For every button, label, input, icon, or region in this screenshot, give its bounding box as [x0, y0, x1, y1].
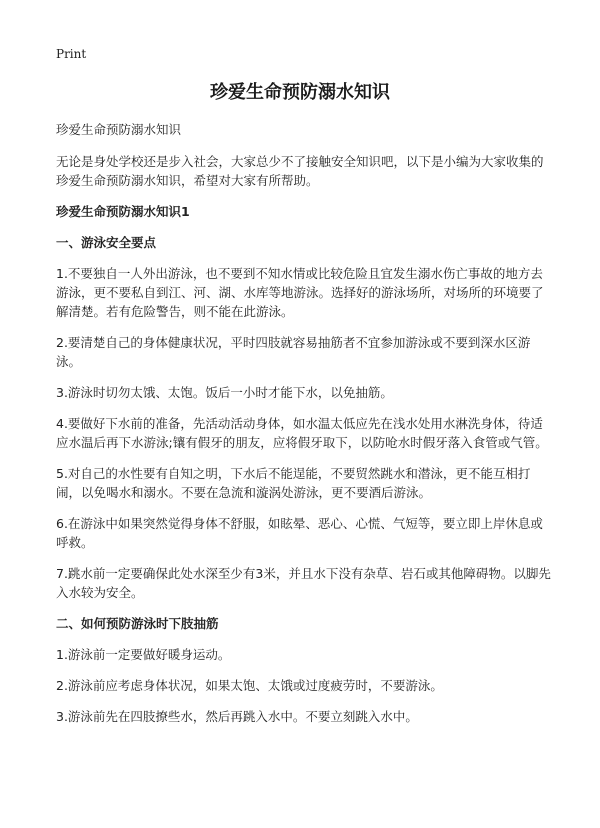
list-item: 3.游泳时切勿太饿、太饱。饭后一小时才能下水，以免抽筋。	[56, 385, 393, 400]
list-item: 7.跳水前一定要确保此处水深至少有3米，并且水下没有杂草、岩石或其他障碍物。以脚先入水较为安全。	[56, 566, 551, 600]
page-title: 珍爱生命预防溺水知识	[210, 82, 390, 103]
list-item: 1.游泳前一定要做好暖身运动。	[56, 647, 231, 662]
article-subtitle: 珍爱生命预防溺水知识	[56, 122, 182, 137]
article-body	[56, 120, 552, 726]
list-item: 1.不要独自一人外出游泳，也不要到不知水情或比较危险且宜发生溺水伤亡事故的地方去游泳，更不要私自到江、河、湖、水库等地游泳。选择好的游泳场所，对场所的环境要了解清楚。若有危险警告，则不能在此游泳。	[56, 266, 544, 319]
section-title: 珍爱生命预防溺水知识1	[56, 204, 190, 219]
part2-heading: 二、如何预防游泳时下肢抽筋	[56, 616, 219, 631]
list-item: 2.要清楚自己的身体健康状况，平时四肢就容易抽筋者不宜参加游泳或不要到深水区游泳。	[56, 335, 531, 369]
intro-paragraph: 无论是身处学校还是步入社会，大家总少不了接触安全知识吧，以下是小编为大家收集的珍爱生命预防溺水知识，希望对大家有所帮助。	[56, 154, 544, 188]
part1-list	[56, 264, 552, 602]
list-item: 6.在游泳中如果突然觉得身体不舒服，如眩晕、恶心、心慌、气短等，要立即上岸休息或呼救。	[56, 516, 543, 550]
part1-heading: 一、游泳安全要点	[56, 235, 157, 250]
list-item: 5.对自己的水性要有自知之明，下水后不能逞能，不要贸然跳水和潜泳，更不能互相打闹，以免喝水和溺水。不要在急流和漩涡处游泳，更不要酒后游泳。	[56, 466, 531, 500]
print-link[interactable]: Print	[56, 47, 87, 61]
list-item: 3.游泳前先在四肢撩些水，然后再跳入水中。不要立刻跳入水中。	[56, 709, 418, 724]
list-item: 4.要做好下水前的准备，先活动活动身体，如水温太低应先在浅水处用水淋洗身体，待适应水温后再下水游泳;镶有假牙的朋友，应将假牙取下，以防呛水时假牙落入食管或气管。	[56, 416, 548, 450]
part2-list	[56, 645, 552, 726]
list-item: 2.游泳前应考虑身体状况，如果太饱、太饿或过度疲劳时，不要游泳。	[56, 678, 443, 693]
